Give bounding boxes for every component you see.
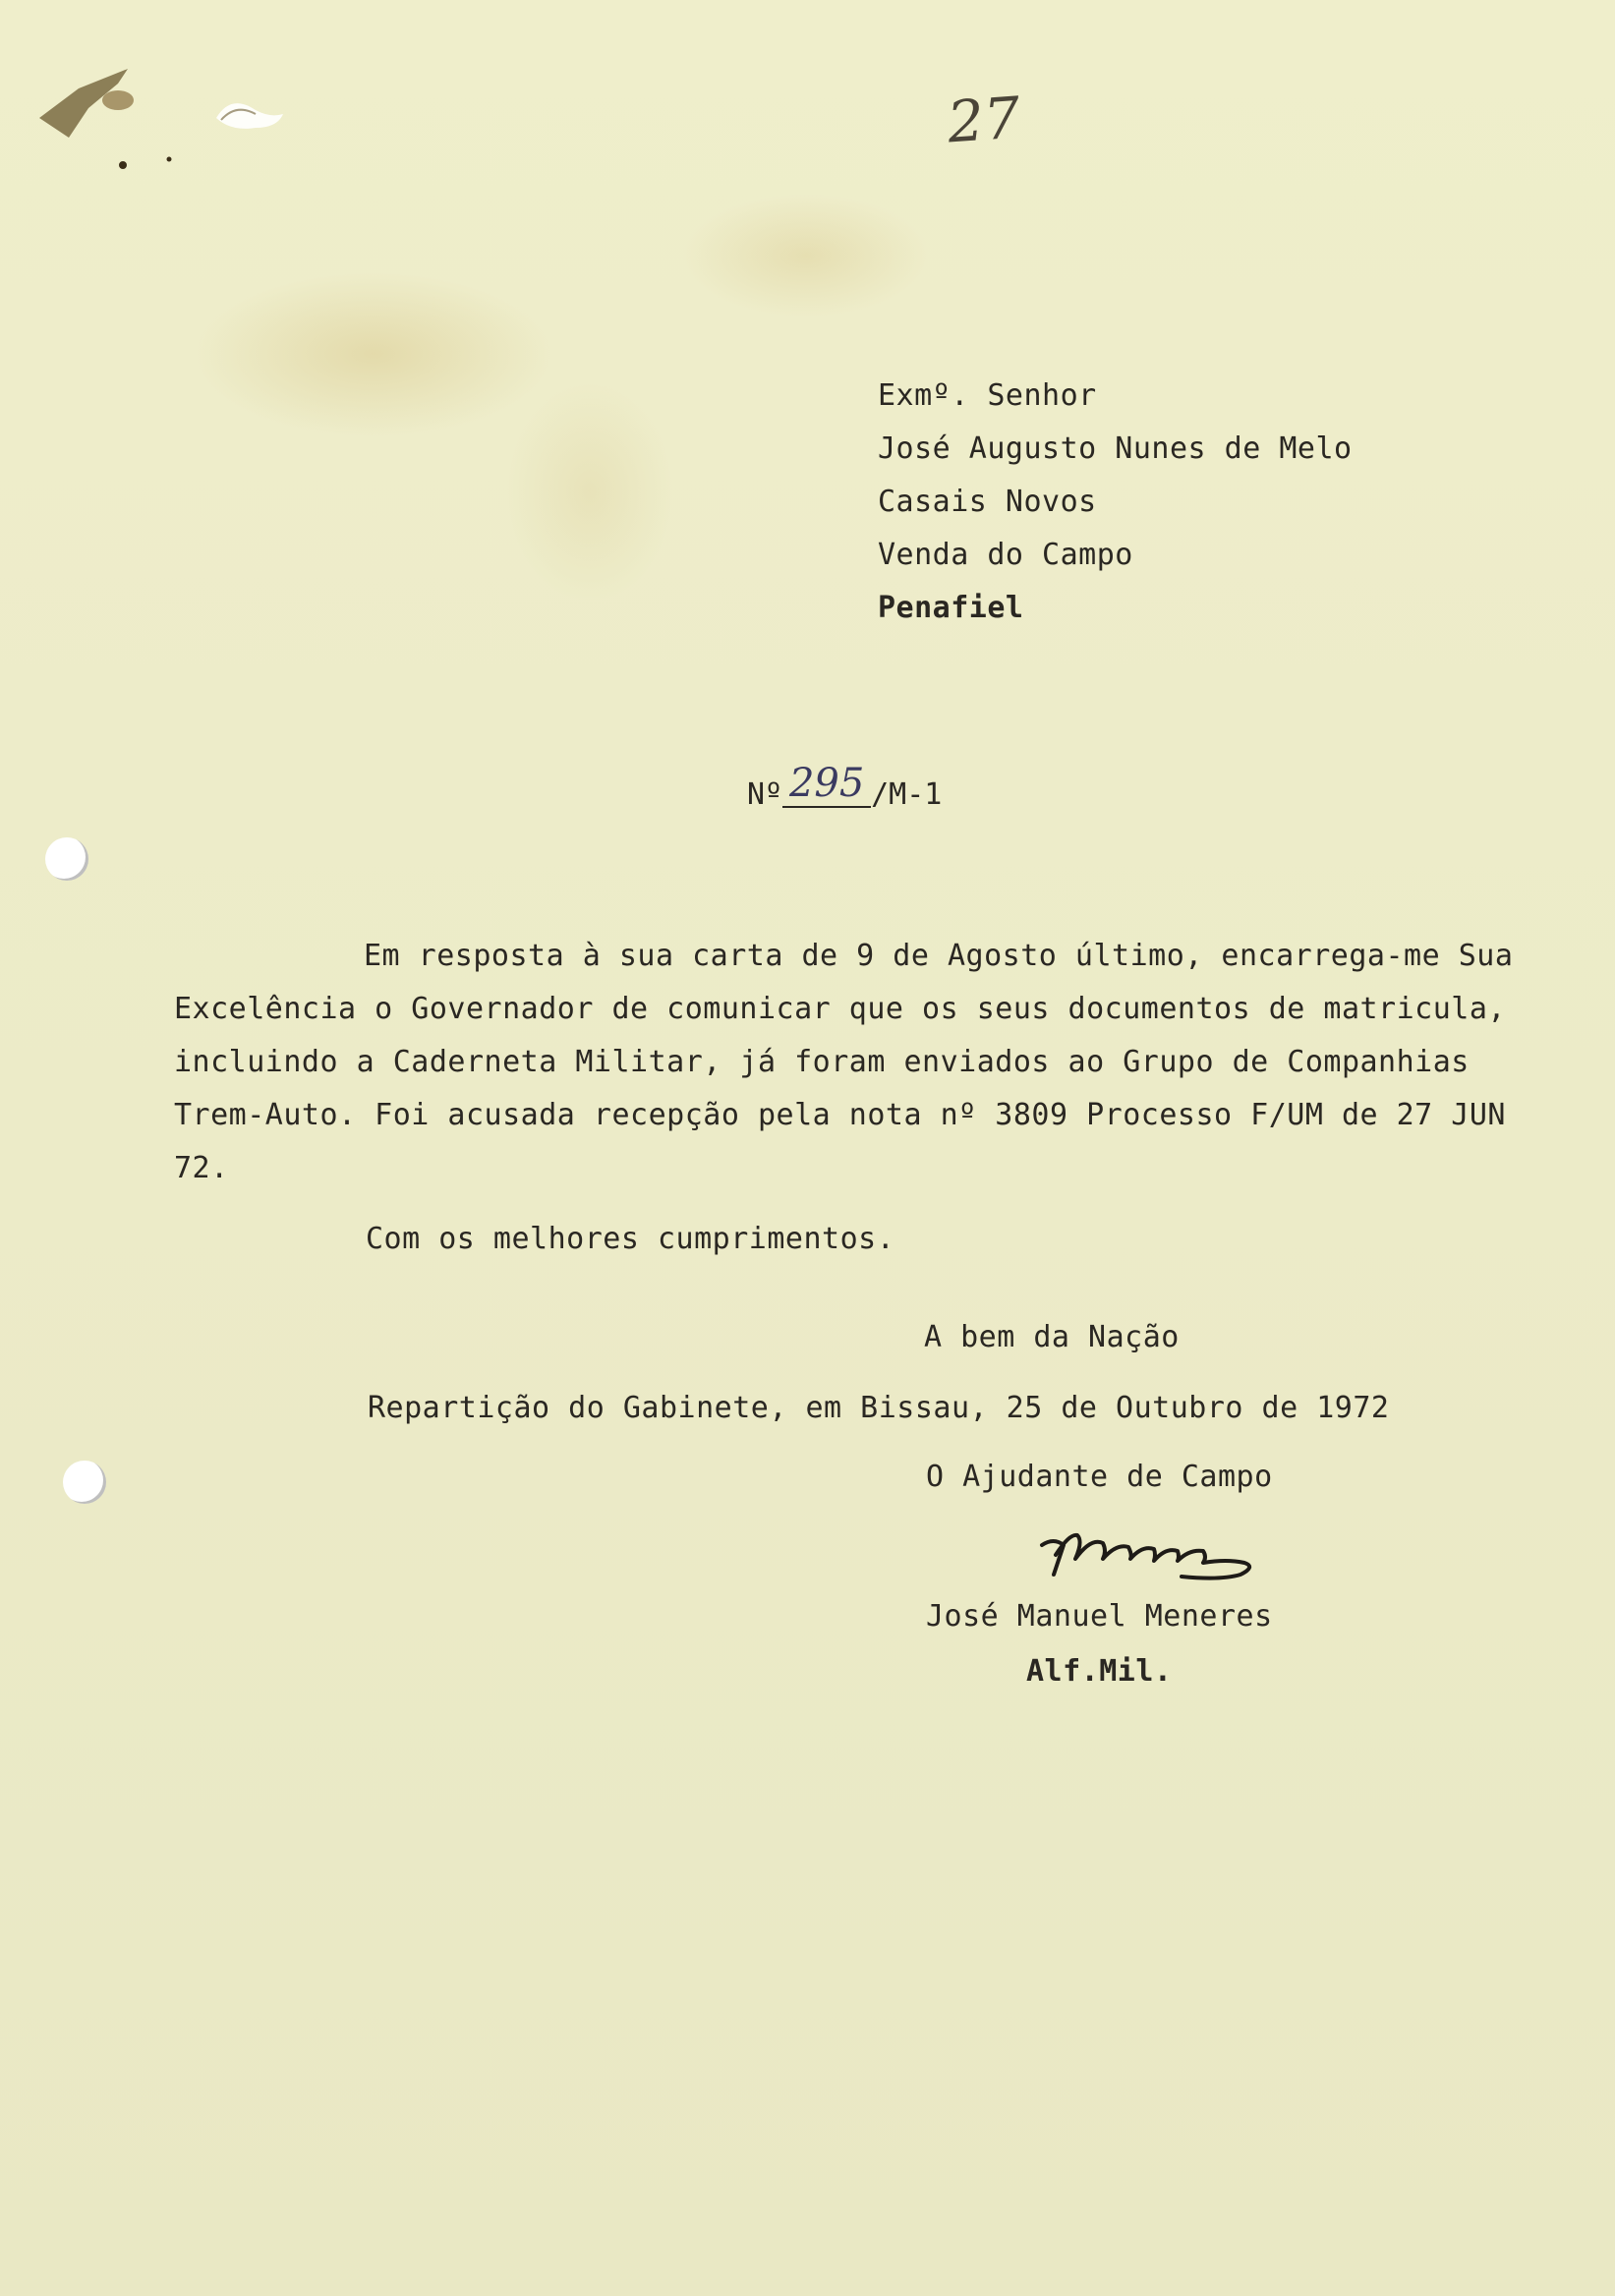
recipient-address-line-2: Venda do Campo: [878, 538, 1133, 572]
body-line-5: 72.: [174, 1151, 229, 1185]
reference-suffix: /M-1: [871, 777, 943, 812]
recipient-name: José Augusto Nunes de Melo: [878, 431, 1353, 466]
closing-place-date: Repartição do Gabinete, em Bissau, 25 de Outubro de 1972: [368, 1391, 1390, 1425]
page-number: 27: [945, 84, 1023, 156]
closing-greeting: Com os melhores cumprimentos.: [366, 1222, 895, 1256]
reference-number: 295: [782, 761, 871, 808]
reference-prefix: Nº: [747, 777, 783, 812]
body-line-4: Trem-Auto. Foi acusada recepção pela nota nº 3809 Processo F/UM de 27 JUN: [174, 1098, 1506, 1132]
signer-rank: Alf.Mil.: [1026, 1654, 1173, 1689]
body-line-1: Em resposta à sua carta de 9 de Agosto último, encarrega-me Sua: [364, 939, 1514, 973]
signer-title: O Ajudante de Campo: [926, 1460, 1273, 1494]
corner-stain: [20, 49, 315, 187]
recipient-city: Penafiel: [878, 591, 1024, 625]
body-line-2: Excelência o Governador de comunicar que os seus documentos de matricula,: [174, 992, 1506, 1026]
body-line-3: incluindo a Caderneta Militar, já foram enviados ao Grupo de Companhias: [174, 1045, 1470, 1079]
punch-hole-top: [45, 837, 88, 881]
closing-motto: A bem da Nação: [924, 1320, 1180, 1354]
letter-body: [174, 930, 1580, 1195]
recipient-address-line-1: Casais Novos: [878, 485, 1097, 519]
reference-line: [747, 761, 943, 816]
recipient-salutation: Exmº. Senhor: [878, 378, 1097, 413]
punch-hole-bottom: [63, 1461, 106, 1504]
signature-scribble: [1034, 1516, 1299, 1594]
signer-name: José Manuel Meneres: [926, 1599, 1273, 1634]
